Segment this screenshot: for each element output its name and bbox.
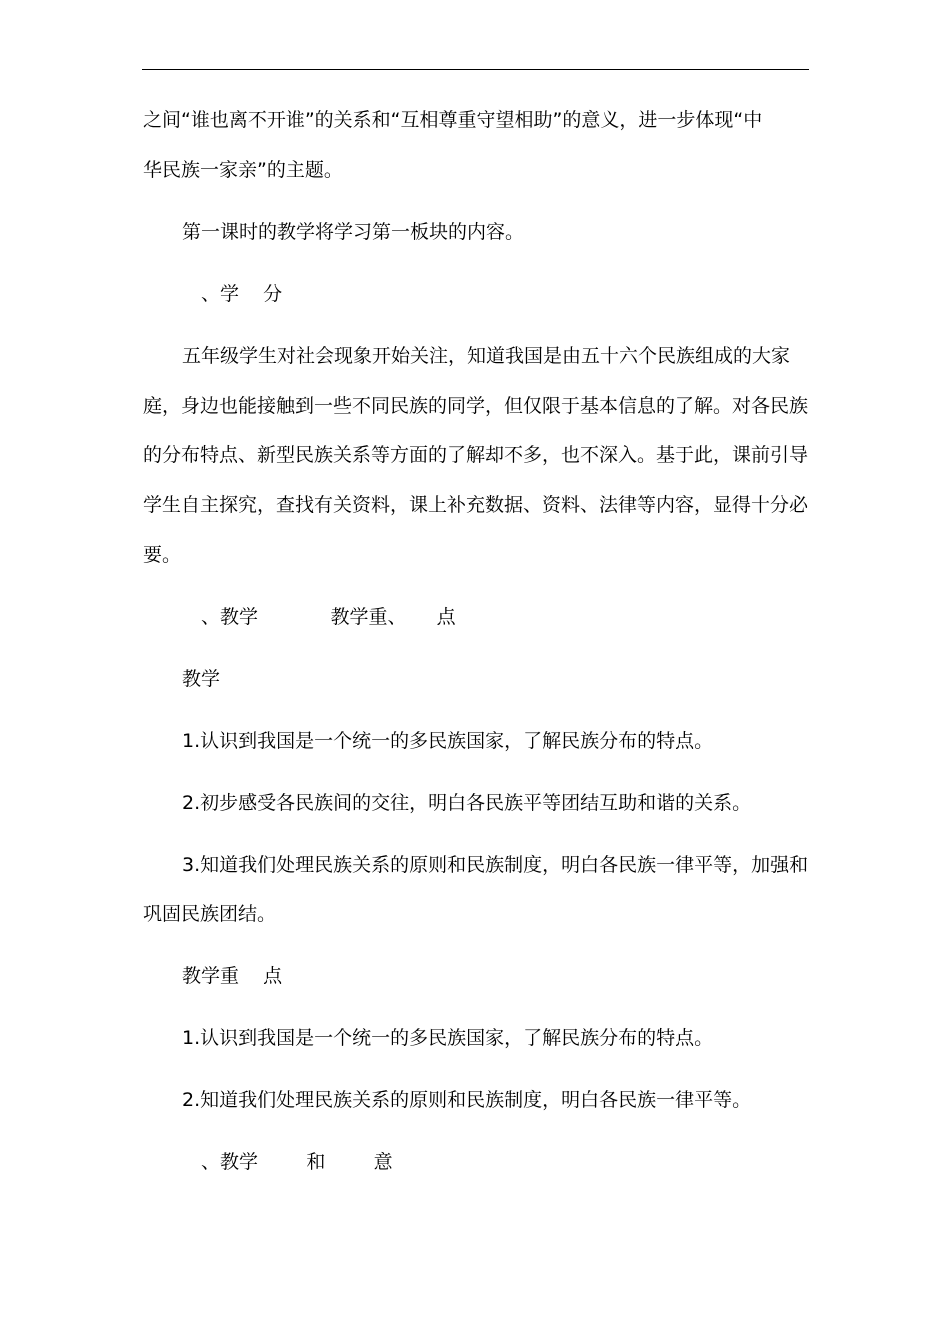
list-item: 3.知道我们处理民族关系的原则和民族制度，明白各民族一律平等，加强和 xyxy=(182,854,809,876)
list-item: 1.认识到我国是一个统一的多民族国家，了解民族分布的特点。 xyxy=(182,1027,714,1049)
list-item: 2.初步感受各民族间的交往，明白各民族平等团结互助和谐的关系。 xyxy=(182,792,752,814)
header-rule xyxy=(142,69,809,70)
list-item-continuation: 巩固民族团结。 xyxy=(143,903,277,925)
subheading: 教学重 点 xyxy=(182,965,283,987)
list-item: 1.认识到我国是一个统一的多民族国家，了解民族分布的特点。 xyxy=(182,730,714,752)
list-item: 2.知道我们处理民族关系的原则和民族制度，明白各民族一律平等。 xyxy=(182,1089,752,1111)
paragraph-line: 的分布特点、新型民族关系等方面的了解却不多，也不深入。基于此，课前引导 xyxy=(143,444,809,466)
section-heading: 、教学 教学重、 点 xyxy=(201,606,456,628)
subheading: 教学 xyxy=(182,668,221,690)
paragraph-line: 学生自主探究，查找有关资料，课上补充数据、资料、法律等内容，显得十分必 xyxy=(143,494,809,516)
paragraph-line: 要。 xyxy=(143,544,182,566)
section-heading: 、学 分 xyxy=(201,283,283,305)
paragraph-line: 华民族一家亲”的主题。 xyxy=(143,159,343,181)
paragraph-line: 庭，身边也能接触到一些不同民族的同学，但仅限于基本信息的了解。对各民族 xyxy=(143,395,809,417)
paragraph-line: 五年级学生对社会现象开始关注，知道我国是由五十六个民族组成的大家 xyxy=(182,345,791,367)
paragraph-line: 第一课时的教学将学习第一板块的内容。 xyxy=(182,221,525,243)
paragraph-line: 之间“谁也离不开谁”的关系和“互相尊重守望相助”的意义，进一步体现“中 xyxy=(143,109,763,131)
section-heading: 、教学 和 意 xyxy=(201,1151,393,1173)
